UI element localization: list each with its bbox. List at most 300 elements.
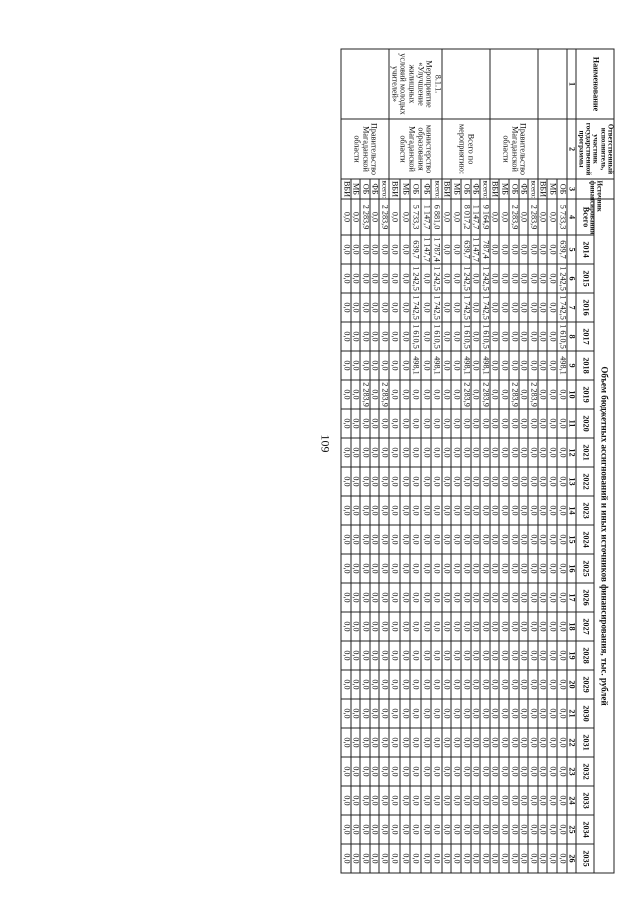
cell-value: 0,0 [557, 583, 567, 612]
cell-value: 0,0 [410, 525, 421, 554]
cell-value: 0,0 [461, 641, 471, 670]
cell-value: 0,0 [389, 438, 400, 467]
cell-value: 0,0 [538, 554, 548, 583]
cell-value: 0,0 [499, 612, 509, 641]
table-row [480, 49, 490, 873]
cell-value: 0,0 [490, 583, 500, 612]
header-year: 2029 [576, 670, 594, 699]
cell-value: 0,0 [499, 583, 509, 612]
cell-value: 1 742,5 [431, 293, 442, 322]
cell-value: 0,0 [451, 409, 461, 438]
cell-value: 0,0 [528, 786, 538, 815]
cell-value: 0,0 [461, 467, 471, 496]
cell-value: 0,0 [442, 844, 452, 873]
cell-value: 1 742,5 [461, 293, 471, 322]
header-col-number: 9 [567, 351, 577, 380]
cell-value: 0,0 [370, 757, 380, 786]
cell-value: 0,0 [461, 554, 471, 583]
cell-value: 0,0 [519, 583, 529, 612]
cell-value: 0,0 [461, 728, 471, 757]
header-col-number: 3 [567, 179, 577, 199]
cell-value: 2 283,9 [509, 199, 519, 235]
cell-value: 1 742,5 [410, 293, 421, 322]
cell-value: 0,0 [490, 641, 500, 670]
cell-value: 0,0 [499, 496, 509, 525]
cell-value: 0,0 [410, 844, 421, 873]
cell-value: 0,0 [471, 844, 481, 873]
cell-value: 0,0 [528, 757, 538, 786]
cell-value: 0,0 [509, 612, 519, 641]
header-col-number: 25 [567, 815, 577, 844]
cell-value: 0,0 [490, 496, 500, 525]
cell-value: 0,0 [370, 322, 380, 351]
cell-value: 0,0 [341, 641, 351, 670]
cell-value: 0,0 [471, 438, 481, 467]
cell-value: 0,0 [400, 670, 411, 699]
cell-source: МБ [547, 179, 557, 199]
cell-value: 0,0 [557, 699, 567, 728]
cell-value: 0,0 [451, 525, 461, 554]
cell-value: 0,0 [499, 525, 509, 554]
header-col-number: 4 [567, 199, 577, 235]
table-row [528, 49, 538, 873]
cell-value: 0,0 [421, 293, 432, 322]
cell-value: 0,0 [509, 815, 519, 844]
cell-value: 0,0 [557, 409, 567, 438]
cell-value: 1 147,7 [421, 235, 432, 264]
cell-value: 0,0 [379, 438, 389, 467]
cell-name [490, 49, 538, 119]
cell-value: 0,0 [547, 467, 557, 496]
cell-value: 0,0 [451, 380, 461, 409]
cell-source: всего: [433, 180, 442, 199]
cell-value: 0,0 [461, 612, 471, 641]
cell-value: 0,0 [557, 467, 567, 496]
cell-value: 0,0 [360, 844, 370, 873]
header-col-number: 14 [567, 496, 577, 525]
cell-value: 0,0 [389, 554, 400, 583]
cell-value: 0,0 [499, 786, 509, 815]
cell-value: 0,0 [461, 786, 471, 815]
cell-value: 0,0 [499, 844, 509, 873]
cell-value: 0,0 [528, 844, 538, 873]
cell-value: 0,0 [421, 496, 432, 525]
cell-value: 0,0 [360, 496, 370, 525]
header-col-number: 15 [567, 525, 577, 554]
cell-value: 0,0 [400, 554, 411, 583]
cell-value: 0,0 [351, 496, 361, 525]
cell-value: 0,0 [379, 554, 389, 583]
cell-value: 0,0 [471, 409, 481, 438]
cell-source: ФБ [421, 179, 432, 199]
header-col-number: 21 [567, 699, 577, 728]
cell-value: 0,0 [461, 496, 471, 525]
cell-value: 0,0 [538, 699, 548, 728]
cell-responsible: министерство образования Магаданской области [389, 119, 442, 179]
cell-value: 0,0 [499, 351, 509, 380]
cell-value: 0,0 [351, 786, 361, 815]
header-year: 2016 [576, 293, 594, 322]
cell-value: 0,0 [389, 670, 400, 699]
cell-source: ВБИ [390, 180, 400, 198]
cell-value: 0,0 [451, 293, 461, 322]
cell-value: 0,0 [471, 351, 481, 380]
cell-name: 8.1.1. Мероприятие «Улучшение жилищных условий молодых учителей» [389, 49, 442, 119]
cell-value: 0,0 [442, 728, 452, 757]
cell-value: 0,0 [400, 409, 411, 438]
cell-value: 0,0 [490, 438, 500, 467]
cell-value: 0,0 [421, 351, 432, 380]
cell-value: 0,0 [509, 496, 519, 525]
header-year: 2015 [576, 264, 594, 293]
cell-value: 0,0 [528, 583, 538, 612]
cell-value: 0,0 [499, 670, 509, 699]
cell-value: 0,0 [451, 554, 461, 583]
cell-value: 0,0 [389, 380, 400, 409]
cell-value: 1 787,4 [431, 235, 442, 264]
cell-value: 0,0 [360, 757, 370, 786]
cell-value: 0,0 [480, 728, 490, 757]
cell-value: 0,0 [370, 351, 380, 380]
cell-value: 0,0 [538, 496, 548, 525]
cell-value: 0,0 [431, 583, 442, 612]
cell-source: ВБИ [538, 180, 548, 198]
cell-value: 0,0 [360, 641, 370, 670]
cell-value: 0,0 [389, 699, 400, 728]
cell-value: 0,0 [547, 757, 557, 786]
cell-value: 0,0 [519, 467, 529, 496]
header-year: 2022 [576, 467, 594, 496]
cell-value: 0,0 [421, 525, 432, 554]
cell-value: 0,0 [360, 293, 370, 322]
cell-value: 0,0 [509, 583, 519, 612]
cell-value: 0,0 [557, 815, 567, 844]
cell-value: 0,0 [360, 670, 370, 699]
cell-value: 2 283,9 [360, 380, 370, 409]
cell-value: 0,0 [509, 293, 519, 322]
cell-value: 0,0 [389, 235, 400, 264]
cell-value: 0,0 [410, 815, 421, 844]
cell-value: 0,0 [421, 380, 432, 409]
cell-value: 0,0 [341, 380, 351, 409]
cell-value: 0,0 [341, 728, 351, 757]
cell-value: 0,0 [451, 351, 461, 380]
cell-value: 1 610,5 [410, 322, 421, 351]
cell-value: 0,0 [528, 525, 538, 554]
cell-value: 0,0 [351, 235, 361, 264]
cell-value: 0,0 [499, 757, 509, 786]
cell-value: 0,0 [547, 641, 557, 670]
cell-value: 0,0 [471, 815, 481, 844]
cell-value: 0,0 [442, 264, 452, 293]
cell-value: 0,0 [421, 438, 432, 467]
header-col-number: 8 [567, 322, 577, 351]
cell-value: 0,0 [442, 670, 452, 699]
cell-value: 0,0 [538, 409, 548, 438]
cell-value: 2 283,9 [461, 380, 471, 409]
cell-value: 0,0 [471, 670, 481, 699]
cell-value: 0,0 [528, 438, 538, 467]
cell-value: 0,0 [400, 699, 411, 728]
cell-value: 0,0 [480, 583, 490, 612]
cell-value: 0,0 [360, 322, 370, 351]
cell-value: 0,0 [410, 554, 421, 583]
header-year: 2025 [576, 554, 594, 583]
cell-value: 0,0 [471, 496, 481, 525]
cell-value: 0,0 [379, 757, 389, 786]
cell-value: 1 242,5 [410, 264, 421, 293]
cell-value: 0,0 [431, 728, 442, 757]
cell-value: 0,0 [538, 438, 548, 467]
cell-value: 0,0 [400, 235, 411, 264]
cell-value: 0,0 [471, 612, 481, 641]
cell-value: 1 610,5 [431, 322, 442, 351]
cell-value: 0,0 [499, 199, 509, 235]
cell-value: 0,0 [421, 612, 432, 641]
cell-value: 0,0 [509, 264, 519, 293]
header-year: 2014 [576, 235, 594, 264]
cell-value: 0,0 [400, 496, 411, 525]
cell-value: 0,0 [421, 467, 432, 496]
header-col-number: 19 [567, 641, 577, 670]
cell-responsible [538, 119, 567, 179]
cell-value: 0,0 [410, 757, 421, 786]
cell-value: 0,0 [421, 757, 432, 786]
cell-value: 0,0 [410, 583, 421, 612]
cell-value: 0,0 [490, 409, 500, 438]
cell-value: 0,0 [528, 554, 538, 583]
cell-value: 5 733,3 [557, 199, 567, 235]
cell-value: 0,0 [341, 670, 351, 699]
cell-value: 0,0 [547, 264, 557, 293]
cell-value: 0,0 [351, 409, 361, 438]
cell-value: 0,0 [471, 467, 481, 496]
cell-value: 0,0 [370, 496, 380, 525]
header-col-number: 5 [567, 235, 577, 264]
cell-value: 0,0 [379, 786, 389, 815]
cell-value: 0,0 [461, 409, 471, 438]
cell-value: 0,0 [451, 641, 461, 670]
cell-value: 0,0 [519, 351, 529, 380]
cell-value: 0,0 [471, 525, 481, 554]
cell-value: 0,0 [480, 438, 490, 467]
cell-value: 0,0 [538, 612, 548, 641]
cell-value: 0,0 [480, 496, 490, 525]
cell-value: 0,0 [509, 554, 519, 583]
cell-value: 0,0 [547, 670, 557, 699]
cell-value: 0,0 [490, 322, 500, 351]
cell-source: ОБ [509, 179, 519, 199]
cell-responsible: Правительство Магаданской области [490, 119, 538, 179]
cell-value: 0,0 [400, 583, 411, 612]
cell-value: 0,0 [538, 293, 548, 322]
column-number-row [567, 49, 577, 873]
cell-value: 0,0 [351, 757, 361, 786]
cell-value: 1 242,5 [431, 264, 442, 293]
cell-value: 0,0 [360, 235, 370, 264]
cell-value: 0,0 [509, 525, 519, 554]
cell-value: 2 283,9 [480, 380, 490, 409]
cell-value: 0,0 [389, 496, 400, 525]
cell-value: 0,0 [471, 293, 481, 322]
cell-value: 498,1 [480, 351, 490, 380]
cell-value: 0,0 [389, 467, 400, 496]
cell-value: 0,0 [538, 467, 548, 496]
header-col-number: 11 [567, 409, 577, 438]
cell-value: 0,0 [341, 786, 351, 815]
cell-value: 0,0 [451, 199, 461, 235]
cell-value: 0,0 [370, 199, 380, 235]
cell-value: 0,0 [557, 554, 567, 583]
cell-value: 0,0 [480, 815, 490, 844]
cell-value: 0,0 [547, 409, 557, 438]
cell-value: 0,0 [400, 641, 411, 670]
cell-value: 0,0 [389, 351, 400, 380]
cell-value: 0,0 [351, 351, 361, 380]
cell-value: 0,0 [490, 699, 500, 728]
cell-value: 0,0 [370, 815, 380, 844]
cell-value: 0,0 [431, 525, 442, 554]
cell-value: 0,0 [538, 728, 548, 757]
cell-value: 2 283,9 [360, 199, 370, 235]
cell-source: ОБ [410, 179, 421, 199]
header-source: Источник финансирования [576, 179, 614, 199]
cell-value: 0,0 [351, 264, 361, 293]
table-row [431, 49, 442, 873]
cell-value: 0,0 [431, 467, 442, 496]
cell-value: 0,0 [451, 612, 461, 641]
cell-source: всего: [380, 180, 389, 199]
cell-value: 0,0 [547, 351, 557, 380]
cell-value: 0,0 [528, 409, 538, 438]
cell-value: 0,0 [480, 786, 490, 815]
header-col-number: 7 [567, 293, 577, 322]
cell-value: 0,0 [370, 844, 380, 873]
cell-value: 0,0 [431, 380, 442, 409]
cell-value: 0,0 [389, 409, 400, 438]
cell-value: 0,0 [547, 844, 557, 873]
cell-value: 0,0 [431, 844, 442, 873]
cell-value: 0,0 [442, 380, 452, 409]
cell-value: 0,0 [490, 351, 500, 380]
cell-value: 0,0 [451, 757, 461, 786]
cell-value: 2 283,9 [528, 380, 538, 409]
cell-value: 0,0 [490, 670, 500, 699]
header-col-number: 18 [567, 612, 577, 641]
cell-value: 0,0 [370, 554, 380, 583]
cell-value: 0,0 [360, 525, 370, 554]
header-name: Наименование [576, 49, 614, 119]
cell-value: 0,0 [519, 844, 529, 873]
cell-value: 0,0 [519, 322, 529, 351]
cell-value: 0,0 [341, 293, 351, 322]
cell-value: 0,0 [421, 554, 432, 583]
header-col-number: 2 [567, 119, 577, 179]
cell-value: 5 733,3 [410, 199, 421, 235]
cell-value: 0,0 [442, 438, 452, 467]
cell-value: 0,0 [557, 757, 567, 786]
cell-value: 0,0 [379, 293, 389, 322]
cell-value: 0,0 [461, 583, 471, 612]
cell-value: 0,0 [490, 757, 500, 786]
cell-value: 0,0 [421, 409, 432, 438]
cell-value: 0,0 [538, 199, 548, 235]
cell-value: 0,0 [442, 583, 452, 612]
cell-value: 0,0 [431, 786, 442, 815]
header-col-number: 26 [567, 844, 577, 873]
cell-value: 0,0 [451, 844, 461, 873]
cell-value: 0,0 [341, 844, 351, 873]
cell-value: 0,0 [410, 699, 421, 728]
cell-value: 0,0 [509, 844, 519, 873]
cell-value: 0,0 [547, 438, 557, 467]
cell-value: 0,0 [341, 438, 351, 467]
cell-value: 0,0 [410, 641, 421, 670]
cell-value: 0,0 [431, 815, 442, 844]
cell-value: 0,0 [379, 612, 389, 641]
cell-value: 0,0 [389, 525, 400, 554]
cell-value: 0,0 [557, 786, 567, 815]
cell-value: 0,0 [471, 322, 481, 351]
cell-value: 0,0 [509, 670, 519, 699]
header-year: 2030 [576, 699, 594, 728]
cell-value: 0,0 [379, 844, 389, 873]
cell-value: 0,0 [341, 815, 351, 844]
cell-value: 0,0 [519, 199, 529, 235]
cell-source: МБ [499, 179, 509, 199]
cell-value: 0,0 [400, 467, 411, 496]
cell-value: 0,0 [421, 322, 432, 351]
cell-value: 1 147,7 [471, 199, 481, 235]
cell-value: 0,0 [421, 670, 432, 699]
cell-value: 0,0 [490, 844, 500, 873]
cell-value: 0,0 [471, 264, 481, 293]
cell-value: 0,0 [442, 322, 452, 351]
cell-value: 0,0 [379, 699, 389, 728]
cell-value: 0,0 [538, 583, 548, 612]
cell-value: 0,0 [360, 264, 370, 293]
cell-value: 0,0 [528, 235, 538, 264]
cell-value: 0,0 [360, 438, 370, 467]
cell-value: 0,0 [519, 728, 529, 757]
cell-value: 0,0 [528, 351, 538, 380]
cell-value: 1 242,5 [557, 264, 567, 293]
cell-source: ВБИ [490, 180, 500, 198]
cell-value: 0,0 [490, 235, 500, 264]
cell-value: 0,0 [480, 699, 490, 728]
cell-value: 0,0 [547, 786, 557, 815]
cell-value: 0,0 [389, 322, 400, 351]
cell-value: 0,0 [519, 496, 529, 525]
cell-value: 0,0 [431, 612, 442, 641]
cell-value: 0,0 [499, 438, 509, 467]
cell-value: 1 742,5 [480, 293, 490, 322]
cell-value: 0,0 [557, 525, 567, 554]
cell-value: 0,0 [499, 322, 509, 351]
cell-value: 0,0 [519, 699, 529, 728]
cell-value: 0,0 [389, 641, 400, 670]
cell-value: 0,0 [379, 815, 389, 844]
header-year: 2023 [576, 496, 594, 525]
cell-value: 1 610,5 [480, 322, 490, 351]
header-col-number: 13 [567, 467, 577, 496]
cell-value: 0,0 [509, 322, 519, 351]
cell-value: 0,0 [442, 496, 452, 525]
cell-value: 0,0 [442, 641, 452, 670]
cell-value: 1 742,5 [557, 293, 567, 322]
cell-value: 0,0 [410, 612, 421, 641]
header-col-number: 12 [567, 438, 577, 467]
